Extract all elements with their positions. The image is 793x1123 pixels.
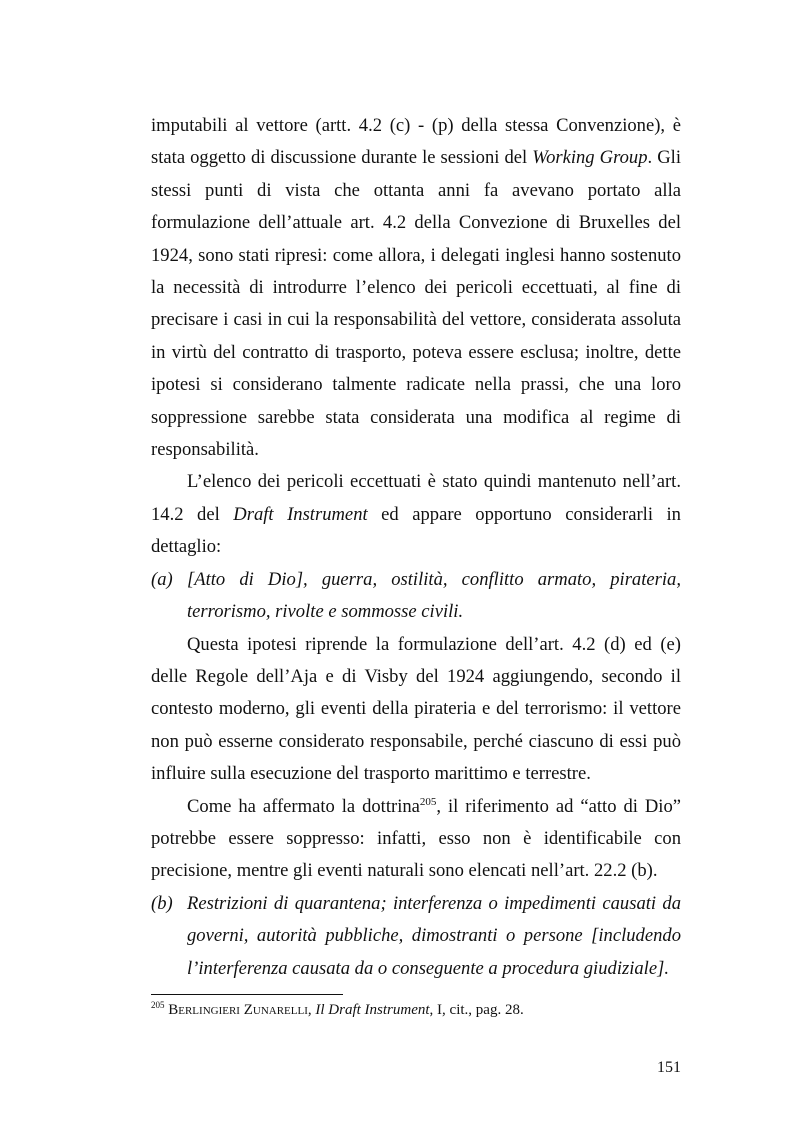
paragraph-4-text-a: Come ha affermato la dottrina: [187, 795, 420, 817]
list-item-b: [151, 888, 681, 985]
paragraph-2-text-a: L’elenco dei pericoli eccettuati è stato quindi mantenuto nell’art. 14.2 del: [151, 471, 681, 525]
paragraph-2: [151, 466, 681, 563]
page-body: [151, 110, 681, 985]
footnote-separator: ,: [307, 1002, 316, 1018]
list-item-b-text: Restrizioni di quarantena; interferenza o impedimenti causati da governi, autorità pubbliche, dimostranti o persone [includendo l’interferenza causata da o conseguente a procedura giudiziale].: [187, 892, 681, 979]
paragraph-1: [151, 110, 681, 466]
list-item-a: [151, 564, 681, 629]
paragraph-4: [151, 791, 681, 888]
footnote-number: 205: [151, 1000, 165, 1010]
footnote-rest: , I, cit., pag. 28.: [429, 1002, 524, 1018]
paragraph-1-italic: Working Group: [532, 147, 648, 169]
page-number: 151: [657, 1059, 681, 1076]
list-item-a-marker: (a): [151, 568, 173, 590]
list-item-a-text: [Atto di Dio], guerra, ostilità, conflitto armato, pirateria, terrorismo, rivolte e sommosse civili.: [187, 568, 681, 623]
paragraph-2-text-b: ed appare opportuno considerarli in dettaglio:: [151, 503, 681, 558]
paragraph-3: [151, 629, 681, 791]
paragraph-2-italic: Draft Instrument: [233, 503, 368, 525]
footnote: [151, 1000, 681, 1020]
footnote-reference: 205: [419, 795, 437, 808]
paragraph-4-text-b: , il riferimento ad “atto di Dio” potrebbe essere soppresso: infatti, esso non è identificabile con precisione, mentre gli eventi naturali sono elencati nell’art. 22.2 (b).: [151, 795, 681, 882]
paragraph-3-text: Questa ipotesi riprende la formulazione dell’art. 4.2 (d) ed (e) delle Regole dell’Aja e di Visby del 1924 aggiungendo, secondo il contesto moderno, gli eventi della pirateria e del terrorismo: il vettore non può esserne considerato responsabile, perché ciascuno di essi può influire sulla esecuzione del trasporto marittimo e terrestre.: [151, 633, 681, 785]
footnote-title: Il Draft Instrument: [315, 1002, 430, 1018]
paragraph-1-text-a: imputabili al vettore (artt. 4.2 (c) - (p) della stessa Convenzione), è stata oggetto di discussione durante le sessioni del: [151, 115, 681, 169]
footnote-author: Berlingieri Zunarelli: [168, 1002, 308, 1018]
footnote-divider: [151, 994, 343, 995]
paragraph-1-text-b: . Gli stessi punti di vista che ottanta anni fa avevano portato alla formulazione dell’attuale art. 4.2 della Convezione di Bruxelles del 1924, sono stati ripresi: come allora, i delegati inglesi hanno sostenuto la necessità di introdurre l’elenco dei pericoli eccettuati, al fine di precisare i casi in cui la responsabilità del vettore, considerata assoluta in virtù del contratto di trasporto, poteva essere esclusa; inoltre, dette ipotesi si considerano talmente radicate nella prassi, che una loro soppressione sarebbe stata considerata una modifica al regime di responsabilità.: [151, 147, 681, 461]
list-item-b-marker: (b): [151, 892, 173, 914]
